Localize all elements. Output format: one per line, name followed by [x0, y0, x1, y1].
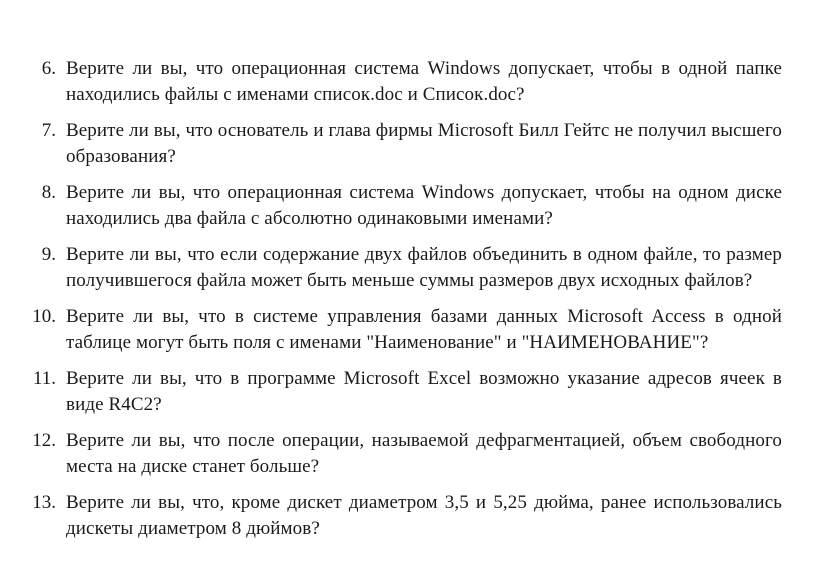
question-text: Верите ли вы, что в программе Microsoft Excel возможно указание адресов ячеек в виде R4C2? [66, 368, 782, 415]
question-number: 11. [32, 368, 56, 389]
question-text: Верите ли вы, что если содержание двух файлов объединить в одном файле, то размер получившегося файла может быть меньше суммы размеров двух исходных файлов? [66, 244, 782, 291]
question-item [22, 242, 782, 294]
question-item [22, 56, 782, 108]
question-item [22, 428, 782, 480]
question-text: Верите ли вы, что операционная система Windows допускает, чтобы в одной папке находились файлы с именами список.doc и Список.doc? [66, 58, 782, 105]
question-number: 8. [41, 182, 56, 203]
question-item [22, 118, 782, 170]
question-item [22, 304, 782, 356]
question-text: Верите ли вы, что основатель и глава фирмы Microsoft Билл Гейтс не получил высшего образования? [66, 120, 782, 167]
question-number: 7. [41, 120, 56, 141]
question-text: Верите ли вы, что после операции, называемой дефрагментацией, объем свободного места на диске станет больше? [66, 430, 782, 477]
question-number: 12. [32, 430, 56, 451]
question-number: 10. [32, 306, 56, 327]
question-text: Верите ли вы, что операционная система Windows допускает, чтобы на одном диске находились два файла с абсолютно одинаковыми именами? [66, 182, 782, 229]
question-number: 9. [41, 244, 56, 265]
question-text: Верите ли вы, что в системе управления базами данных Microsoft Access в одной таблице могут быть поля с именами "Наименование" и "НАИМЕНОВАНИЕ"? [66, 306, 782, 353]
question-item [22, 366, 782, 418]
question-item [22, 490, 782, 542]
question-number: 6. [41, 58, 56, 79]
question-text: Верите ли вы, что, кроме дискет диаметром 3,5 и 5,25 дюйма, ранее использовались дискеты диаметром 8 дюймов? [66, 492, 782, 539]
question-list [22, 56, 782, 552]
question-item [22, 180, 782, 232]
question-number: 13. [32, 492, 56, 513]
